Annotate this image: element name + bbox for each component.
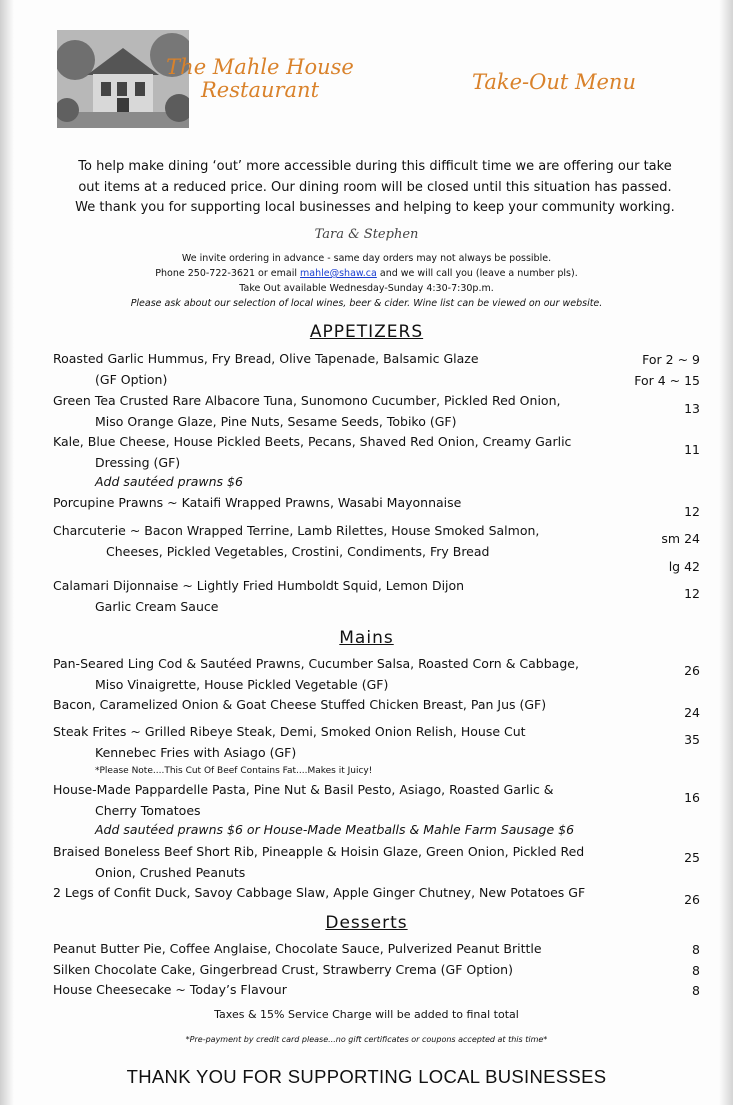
menu-item	[53, 722, 526, 763]
item-description: Silken Chocolate Cake, Gingerbread Crust, Strawberry Crema (GF Option)	[53, 962, 513, 977]
item-price: For 2 ~ 9	[642, 352, 700, 367]
menu-item	[53, 980, 287, 1001]
item-price: 25	[684, 850, 700, 865]
menu-item	[53, 939, 542, 960]
menu-item	[53, 391, 560, 432]
callback-text: and we will call you (leave a number pls).	[376, 268, 578, 279]
mains-heading: Mains	[339, 628, 394, 648]
menu-item	[53, 842, 584, 883]
menu-item	[53, 576, 464, 617]
page-shadow-left	[0, 0, 14, 1105]
intro-line: To help make dining ‘out’ more accessible during this difficult time we are offering our take	[78, 159, 672, 174]
menu-title: Take-Out Menu	[472, 70, 636, 94]
item-addon: Add sautéed prawns $6 or House-Made Meatballs & Mahle Farm Sausage $6	[95, 822, 575, 837]
thank-you-banner: THANK YOU FOR SUPPORTING LOCAL BUSINESSES	[126, 1066, 607, 1087]
item-description: House-Made Pappardelle Pasta, Pine Nut & Basil Pesto, Asiago, Roasted Garlic &	[53, 782, 554, 797]
item-price: 8	[692, 983, 700, 998]
item-description: Steak Frites ~ Grilled Ribeye Steak, Demi, Smoked Onion Relish, House Cut	[53, 724, 526, 739]
desserts-heading: Desserts	[325, 913, 408, 933]
appetizers-heading: APPETIZERS	[309, 322, 424, 342]
item-price: 12	[684, 586, 700, 601]
item-description: Calamari Dijonnaise ~ Lightly Fried Humboldt Squid, Lemon Dijon	[53, 578, 465, 593]
menu-item	[53, 780, 554, 821]
menu-item	[53, 695, 546, 716]
tax-notice: Taxes & 15% Service Charge will be added to final total	[214, 1008, 519, 1021]
item-description: Green Tea Crusted Rare Albacore Tuna, Sunomono Cucumber, Pickled Red Onion,	[53, 393, 561, 408]
item-description: 2 Legs of Confit Duck, Savoy Cabbage Slaw, Apple Ginger Chutney, New Potatoes GF	[53, 885, 586, 900]
item-description: Porcupine Prawns ~ Kataifi Wrapped Prawns, Wasabi Mayonnaise	[53, 495, 462, 510]
item-price: 26	[684, 663, 700, 678]
item-description-cont: Miso Vinaigrette, House Pickled Vegetable (GF)	[95, 676, 389, 692]
item-description: Roasted Garlic Hummus, Fry Bread, Olive Tapenade, Balsamic Glaze	[53, 351, 479, 366]
wine-note: Please ask about our selection of local wines, beer & cider. Wine list can be viewed on our website.	[130, 298, 603, 309]
menu-item	[53, 432, 571, 473]
item-description-cont: Kennebec Fries with Asiago (GF)	[95, 744, 297, 760]
ordering-info	[0, 251, 733, 311]
item-price: lg 42	[668, 559, 700, 574]
contact-line	[0, 266, 733, 281]
item-price: 35	[684, 732, 700, 747]
item-description-cont: Garlic Cream Sauce	[95, 598, 219, 614]
email-link[interactable]: mahle@shaw.ca	[300, 268, 377, 279]
item-description: Charcuterie ~ Bacon Wrapped Terrine, Lamb Rilettes, House Smoked Salmon,	[53, 523, 540, 538]
item-description-cont: Miso Orange Glaze, Pine Nuts, Sesame Seeds, Tobiko (GF)	[95, 413, 457, 429]
item-price: 24	[684, 705, 700, 720]
item-price: 11	[684, 442, 700, 457]
item-description: Braised Boneless Beef Short Rib, Pineapple & Hoisin Glaze, Green Onion, Pickled Red	[53, 844, 585, 859]
page-shadow-right	[719, 0, 733, 1105]
item-price: 13	[684, 401, 700, 416]
restaurant-name-line1: The Mahle House	[166, 55, 354, 79]
item-note: *Please Note....This Cut Of Beef Contains Fat....Makes it Juicy!	[95, 766, 373, 776]
item-price: For 4 ~ 15	[634, 373, 700, 388]
item-description-cont: Cheeses, Pickled Vegetables, Crostini, Condiments, Fry Bread	[106, 543, 490, 559]
menu-item	[53, 960, 513, 981]
item-description: Kale, Blue Cheese, House Pickled Beets, Pecans, Shaved Red Onion, Creamy Garlic	[53, 434, 572, 449]
item-price: 12	[684, 504, 700, 519]
menu-item	[53, 349, 479, 390]
item-price: 26	[684, 892, 700, 907]
intro-line: We thank you for supporting local businesses and helping to keep your community working.	[75, 200, 675, 215]
item-price: 16	[684, 790, 700, 805]
item-description: House Cheesecake ~ Today’s Flavour	[53, 982, 287, 997]
menu-item	[53, 883, 585, 904]
item-price: sm 24	[661, 531, 700, 546]
item-description: Bacon, Caramelized Onion & Goat Cheese Stuffed Chicken Breast, Pan Jus (GF)	[53, 697, 547, 712]
owner-signature: Tara & Stephen	[314, 227, 419, 242]
item-description: Peanut Butter Pie, Coffee Anglaise, Chocolate Sauce, Pulverized Peanut Brittle	[53, 941, 542, 956]
item-description-cont: (GF Option)	[95, 371, 168, 387]
item-description-cont: Cherry Tomatoes	[95, 802, 201, 818]
item-price: 8	[692, 963, 700, 978]
restaurant-name	[140, 56, 380, 102]
item-addon: Add sautéed prawns $6	[95, 474, 243, 489]
hours-line: Take Out available Wednesday-Sunday 4:30-7:30p.m.	[239, 283, 494, 294]
advance-note: We invite ordering in advance - same day orders may not always be possible.	[181, 253, 552, 264]
menu-item	[53, 654, 579, 695]
intro-text	[40, 157, 710, 219]
prepayment-notice: *Pre-payment by credit card please...no gift certificates or coupons accepted at this time*	[185, 1035, 548, 1044]
item-price: 8	[692, 942, 700, 957]
menu-item	[53, 521, 539, 562]
item-description-cont: Onion, Crushed Peanuts	[95, 864, 246, 880]
item-description: Pan-Seared Ling Cod & Sautéed Prawns, Cucumber Salsa, Roasted Corn & Cabbage,	[53, 656, 579, 671]
menu-item	[53, 493, 461, 514]
phone-text: Phone 250-722-3621 or email	[155, 268, 301, 279]
restaurant-name-line2: Restaurant	[200, 78, 320, 102]
item-description-cont: Dressing (GF)	[95, 454, 181, 470]
intro-line: out items at a reduced price. Our dining room will be closed until this situation has passed.	[78, 179, 672, 195]
